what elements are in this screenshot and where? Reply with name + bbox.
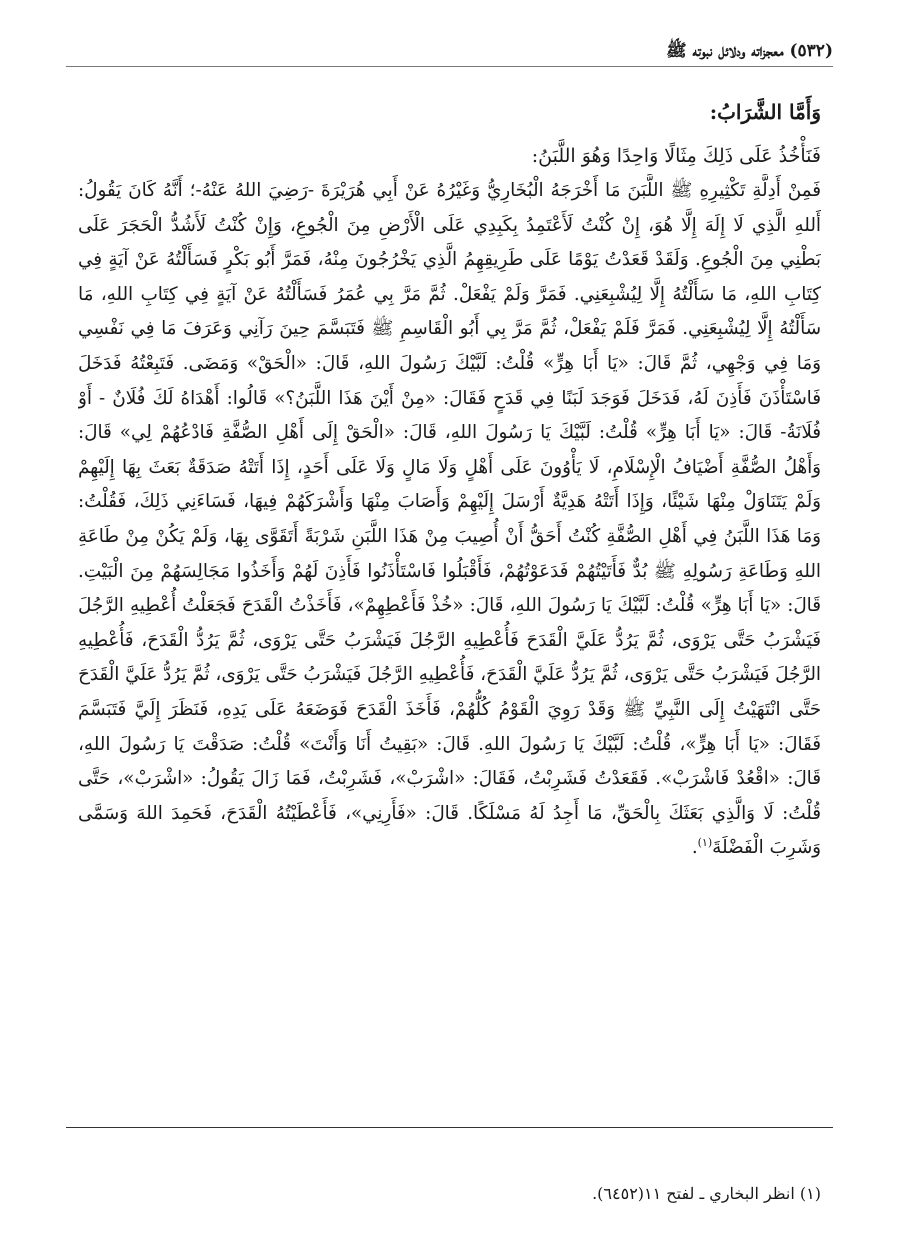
footnote-divider <box>66 1127 833 1128</box>
header-divider <box>66 66 833 67</box>
paragraph-end: . <box>691 837 698 859</box>
section-title: وَأَمَّا الشَّرَابُ: <box>709 100 821 124</box>
paragraph-text: فَمِنْ أَدِلَّةِ تَكْثِيرِهِ ﷺ اللَّبَنَ مَا أَخْرَجَهُ الْبُخَارِيُّ وَغَيْرُهُ عَنْ أَبِي هُرَيْرَةَ -رَضِيَ اللهُ عَنْهُ-؛ أَنَّهُ كَانَ يَقُولُ: أَللهِ الَّذِي لَا إِلَهَ إِلَّا هُوَ، إِنْ كُنْتُ لَأَعْتَمِدُ بِكَبِدِي عَلَى الْأَرْضِ مِنَ الْجُوعِ، وَإِنْ كُنْتُ لَأَشُدُّ الْحَجَرَ عَلَى بَطْنِي مِنَ الْجُوعِ. وَلَقَدْ قَعَدْتُ يَوْمًا عَلَى طَرِيقِهِمُ الَّذِي يَخْرُجُونَ مِنْهُ، فَمَرَّ أَبُو بَكْرٍ فَسَأَلْتُهُ عَنْ آيَةٍ فِي كِتَابِ اللهِ، مَا سَأَلْتُهُ إِلَّا لِيُشْبِعَنِي. فَمَرَّ وَلَمْ يَفْعَلْ. ثُمَّ مَرَّ بِي عُمَرُ فَسَأَلْتُهُ عَنْ آيَةٍ فِي كِتَابِ اللهِ، مَا سَأَلْتُهُ إِلَّا لِيُشْبِعَنِي. فَمَرَّ فَلَمْ يَفْعَلْ، ثُمَّ مَرَّ بِي أَبُو الْقَاسِمِ ﷺ فَتَبَسَّمَ حِينَ رَآنِي وَعَرَفَ مَا فِي نَفْسِي وَمَا فِي وَجْهِي، ثُمَّ قَالَ: «يَا أَبَا هِرٍّ» قُلْتُ: لَبَّيْكَ رَسُولَ اللهِ، قَالَ: «الْحَقْ» وَمَضَى. فَتَبِعْتُهُ فَدَخَلَ فَاسْتَأْذَنَ فَأَذِنَ لَهُ، فَدَخَلَ فَوَجَدَ لَبَنًا فِي قَدَحٍ فَقَالَ: «مِنْ أَيْنَ هَذَا اللَّبَنُ؟» قَالُوا: أَهْدَاهُ لَكَ فُلَانٌ - أَوْ فُلَانَةُ- قَالَ: «يَا أَبَا هِرٍّ» قُلْتُ: لَبَّيْكَ يَا رَسُولَ اللهِ، قَالَ: «الْحَقْ إِلَى أَهْلِ الصُّفَّةِ فَادْعُهُمْ لِي» قَالَ: وَأَهْلُ الصُّفَّةِ أَضْيَافُ الْإِسْلَامِ، لَا يَأْوُونَ عَلَى أَهْلٍ وَلَا مَالٍ وَلَا عَلَى أَحَدٍ، إِذَا أَتَتْهُ صَدَقَةٌ بَعَثَ بِهَا إِلَيْهِمْ وَلَمْ يَتَنَاوَلْ مِنْهَا شَيْئًا، وَإِذَا أَتَتْهُ هَدِيَّةٌ أَرْسَلَ إِلَيْهِمْ وَأَصَابَ مِنْهَا وَأَشْرَكَهُمْ فِيهَا، فَسَاءَنِي ذَلِكَ، فَقُلْتُ: وَمَا هَذَا اللَّبَنُ فِي أَهْلِ الصُّفَّةِ كُنْتُ أَحَقُّ أَنْ أُصِيبَ مِنْ هَذَا اللَّبَنِ شَرْبَةً أَتَقَوَّى بِهَا، وَلَمْ يَكُنْ مِنْ طَاعَةِ اللهِ وَطَاعَةِ رَسُولِهِ ﷺ بُدٌّ فَأَتَيْتُهُمْ فَدَعَوْتُهُمْ، فَأَقْبَلُوا فَاسْتَأْذَنُوا فَأَذِنَ لَهُمْ وَأَخَذُوا مَجَالِسَهُمْ مِنَ الْبَيْتِ. قَالَ: «يَا أَبَا هِرٍّ» قُلْتُ: لَبَّيْكَ يَا رَسُولَ اللهِ، قَالَ: «خُذْ فَأَعْطِهِمْ»، فَأَخَذْتُ الْقَدَحَ فَجَعَلْتُ أُعْطِيهِ الرَّجُلَ فَيَشْرَبُ حَتَّى يَرْوَى، ثُمَّ يَرُدُّ عَلَيَّ الْقَدَحَ فَأُعْطِيهِ الرَّجُلَ فَيَشْرَبُ حَتَّى يَرْوَى، ثُمَّ يَرُدُّ الْقَدَحَ، فَأُعْطِيهِ الرَّجُلَ فَيَشْرَبُ حَتَّى يَرْوَى، ثُمَّ يَرُدُّ عَلَيَّ الْقَدَحَ، فَأُعْطِيهِ الرَّجُلَ فَيَشْرَبُ حَتَّى يَرْوَى، ثُمَّ يَرُدُّ عَلَيَّ الْقَدَحَ حَتَّى انْتَهَيْتُ إِلَى النَّبِيِّ ﷺ وَقَدْ رَوِيَ الْقَوْمُ كُلُّهُمْ، فَأَخَذَ الْقَدَحَ فَوَضَعَهُ عَلَى يَدِهِ، فَنَظَرَ إِلَيَّ فَتَبَسَّمَ فَقَالَ: «يَا أَبَا هِرٍّ»، قُلْتُ: لَبَّيْكَ يَا رَسُولَ اللهِ. قَالَ: «بَقِيتُ أَنَا وَأَنْتَ» قُلْتُ: صَدَقْتَ يَا رَسُولَ اللهِ، قَالَ: «اقْعُدْ فَاشْرَبْ». فَقَعَدْتُ فَشَرِبْتُ، فَقَالَ: «اشْرَبْ»، فَشَرِبْتُ، فَمَا زَالَ يَقُولُ: «اشْرَبْ»، حَتَّى قُلْتُ: لَا وَالَّذِي بَعَثَكَ بِالْحَقِّ، مَا أَجِدُ لَهُ مَسْلَكًا. قَالَ: «فَأَرِنِي»، فَأَعْطَيْتُهُ الْقَدَحَ، فَحَمِدَ اللهَ وَسَمَّى وَشَرِبَ الْفَضْلَةَ <box>78 180 821 859</box>
footnote: (١) انظر البخاري ـ لفتح ١١(٦٤٥٢). <box>592 1184 821 1203</box>
main-paragraph <box>78 174 821 904</box>
footnote-marker[interactable]: (١) <box>697 836 713 850</box>
running-header: (٥٣٢) معجزاته ودلائل نبوته ﷺ <box>666 41 833 61</box>
section-intro: فَنَأْخُذُ عَلَى ذَلِكَ مِثَالًا وَاحِدًا وَهُوَ اللَّبَنُ: <box>531 145 821 167</box>
